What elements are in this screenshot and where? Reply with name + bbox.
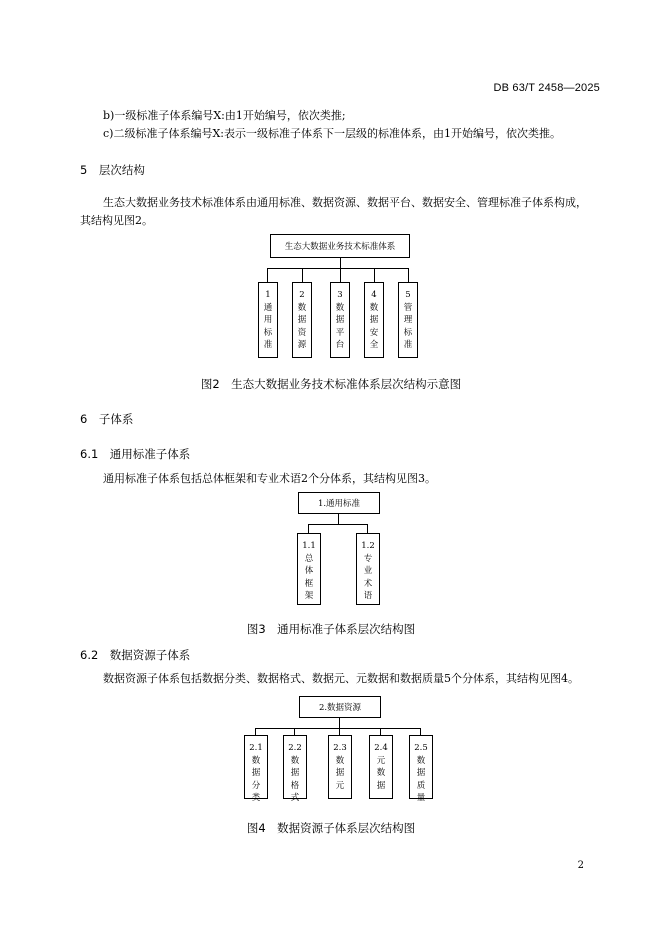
child-char: 量	[416, 793, 426, 803]
figure-2-child-box	[330, 282, 350, 358]
figure-3-hbar	[308, 524, 368, 525]
child-char: 据	[369, 315, 379, 325]
figure-2-child-box	[398, 282, 418, 358]
child-char: 准	[263, 340, 273, 350]
figure-4-child-box	[283, 735, 307, 803]
figure-3-child-box	[356, 533, 380, 605]
figure-4-root-box	[299, 696, 381, 718]
section-6-2-para: 数据资源子体系包括数据分类、数据格式、数据元、元数据和数据质量5个分体系，其结构见图4。	[103, 672, 579, 685]
figure-2-child-box	[364, 282, 384, 358]
figure-3-root-label: 1.通用标准	[317, 499, 361, 509]
child-number: 4	[371, 290, 377, 300]
child-char: 据	[297, 315, 307, 325]
figure-4-child-box	[369, 735, 393, 799]
child-char: 理	[403, 315, 413, 325]
figure-4-child-box	[244, 735, 268, 803]
child-char: 标	[263, 327, 273, 338]
child-char: 据	[416, 768, 426, 778]
child-char: 据	[335, 768, 345, 778]
child-char: 格	[290, 780, 300, 791]
child-char: 据	[290, 768, 300, 778]
section-6-1-para: 通用标准子体系包括总体框架和专业术语2个分体系，其结构见图3。	[103, 472, 436, 485]
child-number: 5	[405, 290, 411, 300]
figure-2-caption: 图2 生态大数据业务技术标准体系层次结构示意图	[200, 377, 462, 391]
child-char: 分	[251, 780, 261, 791]
child-char: 用	[263, 315, 273, 325]
child-char: 架	[304, 591, 314, 601]
section-5-para-line1: 生态大数据业务技术标准体系由通用标准、数据资源、数据平台、数据安全、管理标准子体系构成，	[103, 196, 587, 209]
child-char: 总	[304, 553, 314, 564]
child-char: 元	[335, 780, 345, 791]
child-number: 2	[299, 290, 305, 300]
figure-4-child-box	[328, 735, 352, 799]
child-char: 式	[290, 793, 300, 803]
child-char: 据	[376, 780, 386, 791]
child-char: 数	[290, 755, 300, 766]
child-char: 准	[403, 340, 413, 350]
child-char: 安	[369, 327, 379, 338]
figure-4-root-label: 2.数据资源	[318, 703, 362, 713]
intro-item-b: b)一级标准子体系编号X:由1开始编号，依次类推;	[103, 109, 346, 122]
intro-item-c: c)二级标准子体系编号X:表示一级标准子体系下一层级的标准体系，由1开始编号，依次类推。	[103, 127, 561, 140]
child-number: 1.2	[361, 541, 375, 551]
figure-2-drop	[267, 268, 268, 282]
child-number: 2.1	[249, 743, 263, 753]
child-char: 全	[369, 340, 379, 350]
child-char: 管	[403, 302, 413, 313]
figure-2-hbar	[267, 268, 409, 269]
child-char: 数	[335, 302, 345, 313]
child-char: 据	[335, 315, 345, 325]
child-number: 1	[265, 290, 271, 300]
figure-2-drop	[340, 268, 341, 282]
figure-2-drop	[408, 268, 409, 282]
section-5-heading: 5 层次结构	[80, 163, 145, 177]
child-char: 平	[335, 327, 345, 338]
figure-4-caption: 图4 数据资源子体系层次结构图	[246, 821, 416, 835]
figure-4-hbar	[255, 728, 421, 729]
child-char: 资	[297, 327, 307, 338]
child-char: 专	[363, 553, 373, 564]
child-char: 数	[416, 755, 426, 766]
figure-3-caption: 图3 通用标准子体系层次结构图	[246, 622, 416, 636]
figure-2-root-label: 生态大数据业务技术标准体系	[284, 242, 396, 252]
child-char: 体	[304, 566, 314, 576]
child-char: 数	[251, 755, 261, 766]
child-char: 框	[304, 578, 314, 589]
section-5-para-line2: 其结构见图2。	[80, 214, 153, 227]
child-number: 3	[337, 290, 343, 300]
child-number: 1.1	[302, 541, 316, 551]
child-char: 数	[335, 755, 345, 766]
child-char: 类	[251, 793, 261, 803]
figure-3-root-box	[298, 492, 380, 514]
child-number: 2.2	[288, 743, 302, 753]
section-6-2-heading: 6.2 数据资源子体系	[80, 648, 191, 662]
section-6-heading: 6 子体系	[80, 412, 134, 426]
figure-2-drop	[374, 268, 375, 282]
figure-2-root-box	[270, 234, 410, 258]
document-code: DB 63/T 2458—2025	[493, 82, 600, 94]
child-char: 台	[335, 340, 345, 350]
child-char: 数	[376, 768, 386, 778]
figure-3-child-box	[297, 533, 321, 605]
child-char: 标	[403, 327, 413, 338]
page-number: 2	[577, 860, 584, 871]
child-char: 业	[363, 566, 373, 576]
figure-4-child-box	[409, 735, 433, 803]
child-number: 2.3	[333, 743, 347, 753]
child-char: 语	[363, 591, 373, 601]
child-char: 源	[297, 340, 307, 350]
child-char: 元	[376, 755, 386, 766]
section-6-1-heading: 6.1 通用标准子体系	[80, 447, 191, 461]
child-char: 质	[416, 780, 426, 791]
child-number: 2.4	[374, 743, 388, 753]
figure-2-child-box	[258, 282, 278, 358]
figure-2-child-box	[292, 282, 312, 358]
child-number: 2.5	[414, 743, 428, 753]
child-char: 数	[297, 302, 307, 313]
child-char: 通	[263, 302, 273, 313]
figure-2-drop	[302, 268, 303, 282]
child-char: 术	[363, 578, 373, 589]
child-char: 据	[251, 768, 261, 778]
child-char: 数	[369, 302, 379, 313]
